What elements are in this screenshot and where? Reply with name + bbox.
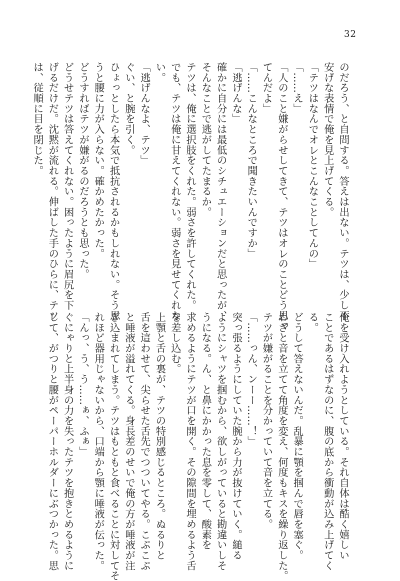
text-line: ぎ込まれてしまう。テツはもともと食べることに対してそ <box>107 312 119 581</box>
text-line: 「……っん、ンーー……！」 <box>245 312 257 447</box>
text-line: 「んっ、う、う……ぁ、ふぁ」 <box>76 312 88 457</box>
text-line: どうすればテツが嫌がるのだろうとも思った。 <box>76 62 88 280</box>
text-line: どうせテツは答えてくれない。困ったように眉尻を下 <box>61 62 73 311</box>
text-line: 確かに自分には最低のシチュエーションだと思ったが、 <box>214 62 226 321</box>
text-line: うになる。ん、と鼻にかかった息を零して、酸素を <box>199 312 211 551</box>
text-line: 突っ張るようにしていた腕から力が抜けていく。縋る <box>229 312 241 561</box>
text-line: る。 <box>306 312 318 333</box>
text-line: して、がつりと腰がペーパーホルダーにぶつかった。思 <box>46 312 58 571</box>
page-number: 32 <box>344 30 357 40</box>
text-line: と唾液が溢れてくる。身長差のせいで俺の方が唾液が注 <box>122 312 134 571</box>
text-line: 安げな表情で俺を見上げてくる。 <box>321 62 333 218</box>
text-line: は、従順に目を閉じた。 <box>31 62 43 176</box>
text-line: 「逃げんなよ、テツ」 <box>138 62 150 166</box>
text-line: を差し込む。 <box>168 312 180 375</box>
text-line: てんだよ」 <box>260 62 272 114</box>
text-line: テツは、俺に選択肢をくれた。弱さを許してくれた。 <box>184 62 196 311</box>
text-line: テツが嫌がることを分かっていて音を立てる。 <box>260 312 272 530</box>
text-line: どうして答えないんだ。乱暴に顎を掴んで唇を塞ぐ。 <box>291 312 303 561</box>
text-block-top <box>31 62 350 332</box>
text-line: れほど器用じゃないから、口端から顎に唾液が伝った。 <box>92 312 104 571</box>
text-line: 「人のこと嫌がらせしてきて、テツはオレのことどう思っ <box>275 62 287 332</box>
text-line: ぐい、と腕を引く。 <box>122 62 134 156</box>
text-line: い。 <box>153 62 165 83</box>
text-block-bottom <box>46 312 350 581</box>
text-line: でも、テツは俺に甘えてくれない。弱さを見せてくれな <box>168 62 180 321</box>
text-line: 舌を這わせて、尖らせた舌先でつついてやる。こぷこぷ <box>138 312 150 571</box>
text-line: げるだけだ。沈黙が流れる。伸ばした手のひらに、テツ <box>46 62 58 321</box>
text-line: のだろう、と自問する。答えは出ない。テツは、少し不 <box>337 62 348 321</box>
text-line: 「……え」 <box>291 62 303 114</box>
text-line: ぐにゃりと上半身の力を失ったテツを抱きとめるように <box>61 312 73 571</box>
text-line: 俺を受け入れようとしている。それ自体は酷く嬉しい <box>337 312 348 561</box>
text-line: ようにシャツを掴むから、欲しがっていると勘違いしそ <box>214 312 226 571</box>
text-line: 上顎と舌の裏が、テツの特別感じるところ。ぬるりと <box>153 312 165 561</box>
text-line: 「……こんなところで聞きたいんですか」 <box>245 62 257 259</box>
text-line: 求めるようにテツが口を開く。その隙間を埋めるよう舌 <box>184 312 196 571</box>
text-line: わざと音を立てて角度を変え、何度もキスを繰り返した。 <box>275 312 287 581</box>
text-line: ことであるはずなのに、腹の底から衝動が込み上げてく <box>321 312 333 571</box>
text-line: うと腰に力が入らない。確かめたかった。 <box>92 62 104 259</box>
text-line: 「テツはなんでオレとこんなことしてんの」 <box>306 62 318 269</box>
text-line: そんなことで逃がしてたまるか。 <box>199 62 211 218</box>
text-line: 「逃げんな」 <box>229 62 241 125</box>
text-line: ひょっとしたら本気で抵抗されるかもしれない。そう思 <box>107 62 119 321</box>
